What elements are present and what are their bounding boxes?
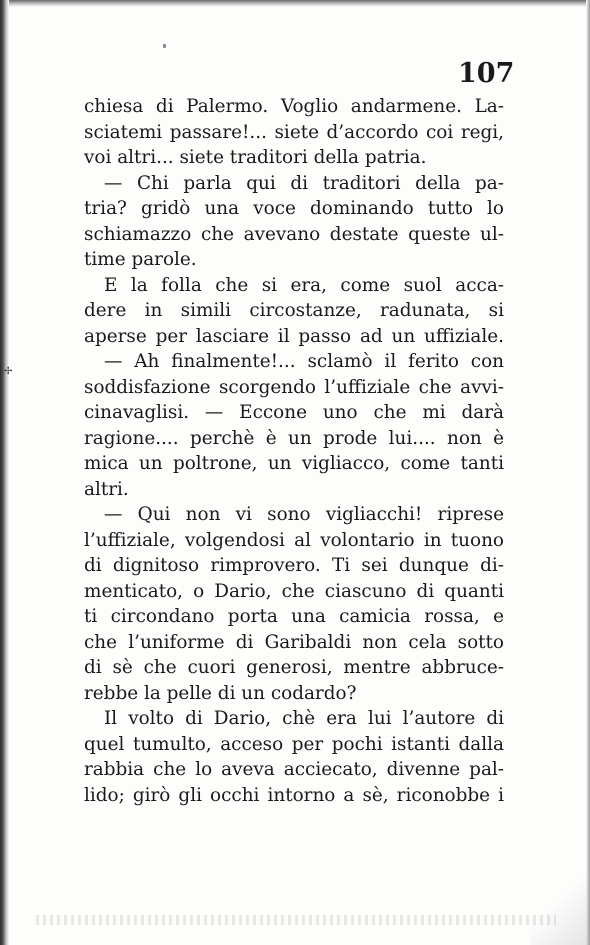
text-line: time parole. [84,249,197,270]
text-line: ti circondano porta una camicia rossa, e [84,606,504,627]
text-line: — Ah finalmente!... sclamò il ferito con [104,351,504,372]
margin-mark-icon: ✢ [4,366,13,377]
text-line: — Qui non vi sono vigliacchi! riprese [104,504,504,525]
scan-top-shadow [0,0,590,7]
text-line: mica un poltrone, un vigliacco, come tanti [84,453,504,474]
text-line: cinavaglisi. — Eccone uno che mi darà [84,402,504,423]
body-text [84,94,504,808]
bleed-through-text [36,915,556,925]
ink-speck [163,44,166,48]
page-corner-shadow [530,875,590,945]
text-line: chiesa di Palermo. Voglio andarmene. La- [84,96,504,117]
text-line: schiamazzo che avevano destate queste ul- [84,223,504,245]
text-line: quel tumulto, acceso per pochi istanti dalla [84,733,504,755]
text-line: rebbe la pelle di un codardo? [84,682,357,704]
text-line: E la folla che si era, come suol acca- [104,274,504,296]
text-line: di dignitoso rimprovero. Ti sei dunque di- [84,555,504,576]
text-line: lido; girò gli occhi intorno a sè, riconobbe i [84,784,504,806]
text-line: Il volto di Dario, chè era lui l’autore di [104,708,504,729]
text-line: rabbia che lo aveva acciecato, divenne pal- [84,759,504,780]
text-line: voi altri... siete traditori della patria. [84,147,427,168]
text-line: dere in simili circostanze, radunata, si [84,300,504,321]
text-line: tria? gridò una voce dominando tutto lo [84,198,504,219]
text-line: soddisfazione scorgendo l’uffiziale che avvi- [84,376,504,398]
text-line: di sè che cuori generosi, mentre abbruce- [84,657,504,678]
text-line: aperse per lasciare il passo ad un uffiziale. [84,325,504,347]
text-line: menticato, o Dario, che ciascuno di quanti [84,580,504,602]
text-line: sciatemi passare!... siete d’accordo coi regi, [84,121,504,143]
text-line: l’uffiziale, volgendosi al volontario in tuono [84,529,504,551]
text-line: — Chi parla qui di traditori della pa- [104,172,504,194]
page-number: 107 [458,58,515,89]
text-line: altri. [84,478,129,500]
scan-right-edge [586,0,590,945]
text-line: ragione.... perchè è un prode lui.... non è [84,427,504,449]
text-line: che l’uniforme di Garibaldi non cela sotto [84,631,504,653]
scan-binding-edge [0,0,9,945]
